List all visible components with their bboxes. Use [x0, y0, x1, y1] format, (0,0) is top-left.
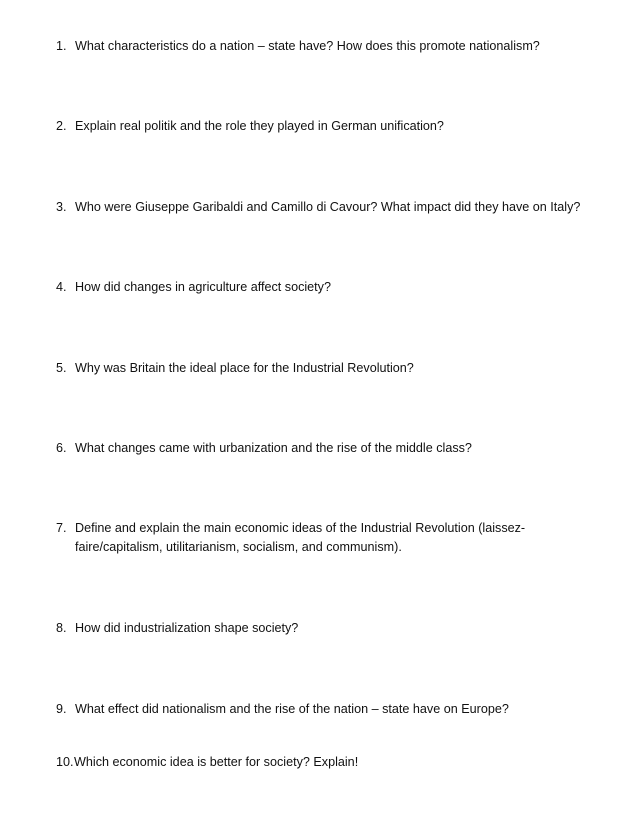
question-number: 4.: [56, 280, 67, 294]
question-number: 10.: [56, 755, 74, 769]
question-text: How did changes in agriculture affect society?: [75, 280, 331, 294]
question-7: [56, 519, 616, 559]
question-text: Which economic idea is better for society? Explain!: [74, 755, 359, 769]
question-text-line-2: faire/capitalism, utilitarianism, socialism, and communism).: [75, 540, 402, 554]
question-text: Who were Giuseppe Garibaldi and Camillo di Cavour? What impact did they have on Italy?: [75, 200, 581, 214]
question-number: 1.: [56, 39, 67, 53]
question-text: How did industrialization shape society?: [75, 621, 299, 635]
question-text: Why was Britain the ideal place for the Industrial Revolution?: [75, 361, 414, 375]
question-text: What effect did nationalism and the rise of the nation – state have on Europe?: [75, 702, 509, 716]
question-number: 3.: [56, 200, 67, 214]
question-number: 8.: [56, 621, 67, 635]
question-text-line-1: Define and explain the main economic ideas of the Industrial Revolution (laissez-: [75, 521, 526, 535]
question-text: What changes came with urbanization and the rise of the middle class?: [75, 441, 472, 455]
question-number: 2.: [56, 119, 67, 133]
question-number: 6.: [56, 441, 67, 455]
question-text: Explain real politik and the role they played in German unification?: [75, 119, 444, 133]
question-number: 9.: [56, 702, 67, 716]
question-text: What characteristics do a nation – state have? How does this promote nationalism?: [75, 39, 540, 53]
question-number: 7.: [56, 521, 67, 535]
question-number: 5.: [56, 361, 67, 375]
